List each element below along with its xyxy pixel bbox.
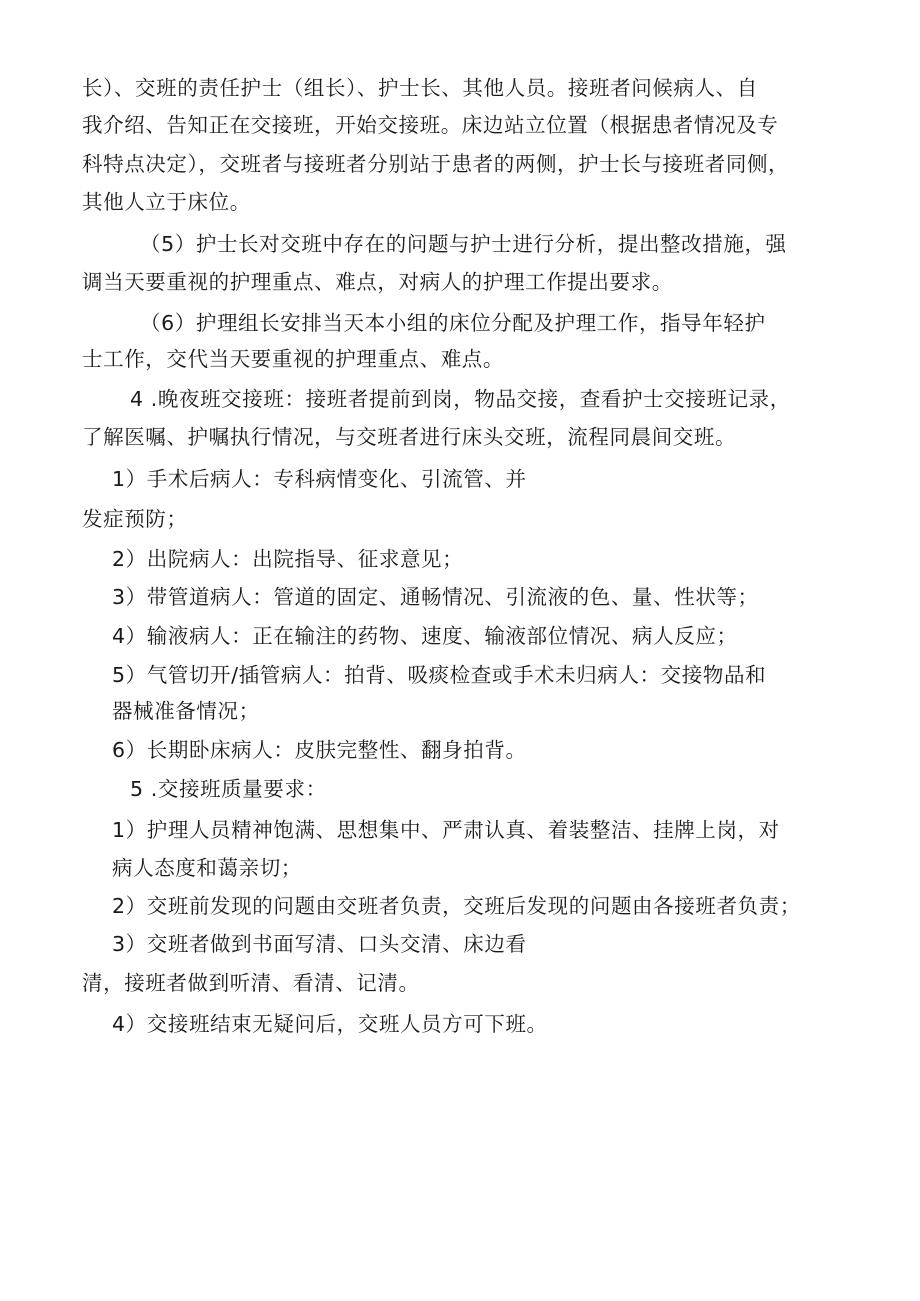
list-item: 3）交班者做到书面写清、口头交清、床边看 (112, 932, 527, 956)
text-line: 器械准备情况； (112, 699, 260, 723)
list-item: 4）交接班结束无疑问后，交班人员方可下班。 (112, 1012, 548, 1036)
text-line: 发症预防； (82, 507, 188, 531)
text-line: （5）护士长对交班中存在的问题与护士进行分析，提出整改措施，强 (140, 232, 787, 256)
text-line: 我介绍、告知正在交接班，开始交接班。床边站立位置（根据患者情况及专 (82, 113, 779, 137)
text-line: （6）护理组长安排当天本小组的床位分配及护理工作，指导年轻护 (140, 311, 766, 335)
text-line: 科特点决定），交班者与接班者分别站于患者的两侧，护士长与接班者同侧， (82, 152, 790, 176)
section-heading: 5 .交接班质量要求： (130, 777, 327, 801)
list-item: 1）护理人员精神饱满、思想集中、严肃认真、着装整洁、挂牌上岗，对 (112, 818, 780, 842)
text-line: 了解医嘱、护嘱执行情况，与交班者进行床头交班，流程同晨间交班。 (82, 425, 737, 449)
section-heading: 4 .晚夜班交接班：接班者提前到岗，物品交接，查看护士交接班记录， (130, 387, 791, 411)
text-line: 士工作，交代当天要重视的护理重点、难点。 (82, 347, 504, 371)
text-line: 清，接班者做到听清、看清、记清。 (82, 971, 420, 995)
list-item: 2）交班前发现的问题由交班者负责，交班后发现的问题由各接班者负责； (112, 894, 801, 918)
list-item: 1）手术后病人：专科病情变化、引流管、并 (112, 467, 527, 491)
list-item: 2）出院病人：出院指导、征求意见； (112, 547, 464, 571)
text-line: 其他人立于床位。 (82, 190, 251, 214)
list-item: 6）长期卧床病人：皮肤完整性、翻身拍背。 (112, 738, 527, 762)
list-item: 5）气管切开/插管病人：拍背、吸痰检查或手术未归病人：交接物品和 (112, 663, 767, 687)
list-item: 3）带管道病人：管道的固定、通畅情况、引流液的色、量、性状等； (112, 585, 759, 609)
text-line: 病人态度和蔼亲切； (112, 856, 302, 880)
text-line: 调当天要重视的护理重点、难点，对病人的护理工作提出要求。 (82, 270, 673, 294)
text-line: 长）、交班的责任护士（组长）、护士长、其他人员。接班者问候病人、自 (82, 76, 758, 100)
list-item: 4）输液病人：正在输注的药物、速度、输液部位情况、病人反应； (112, 624, 738, 648)
